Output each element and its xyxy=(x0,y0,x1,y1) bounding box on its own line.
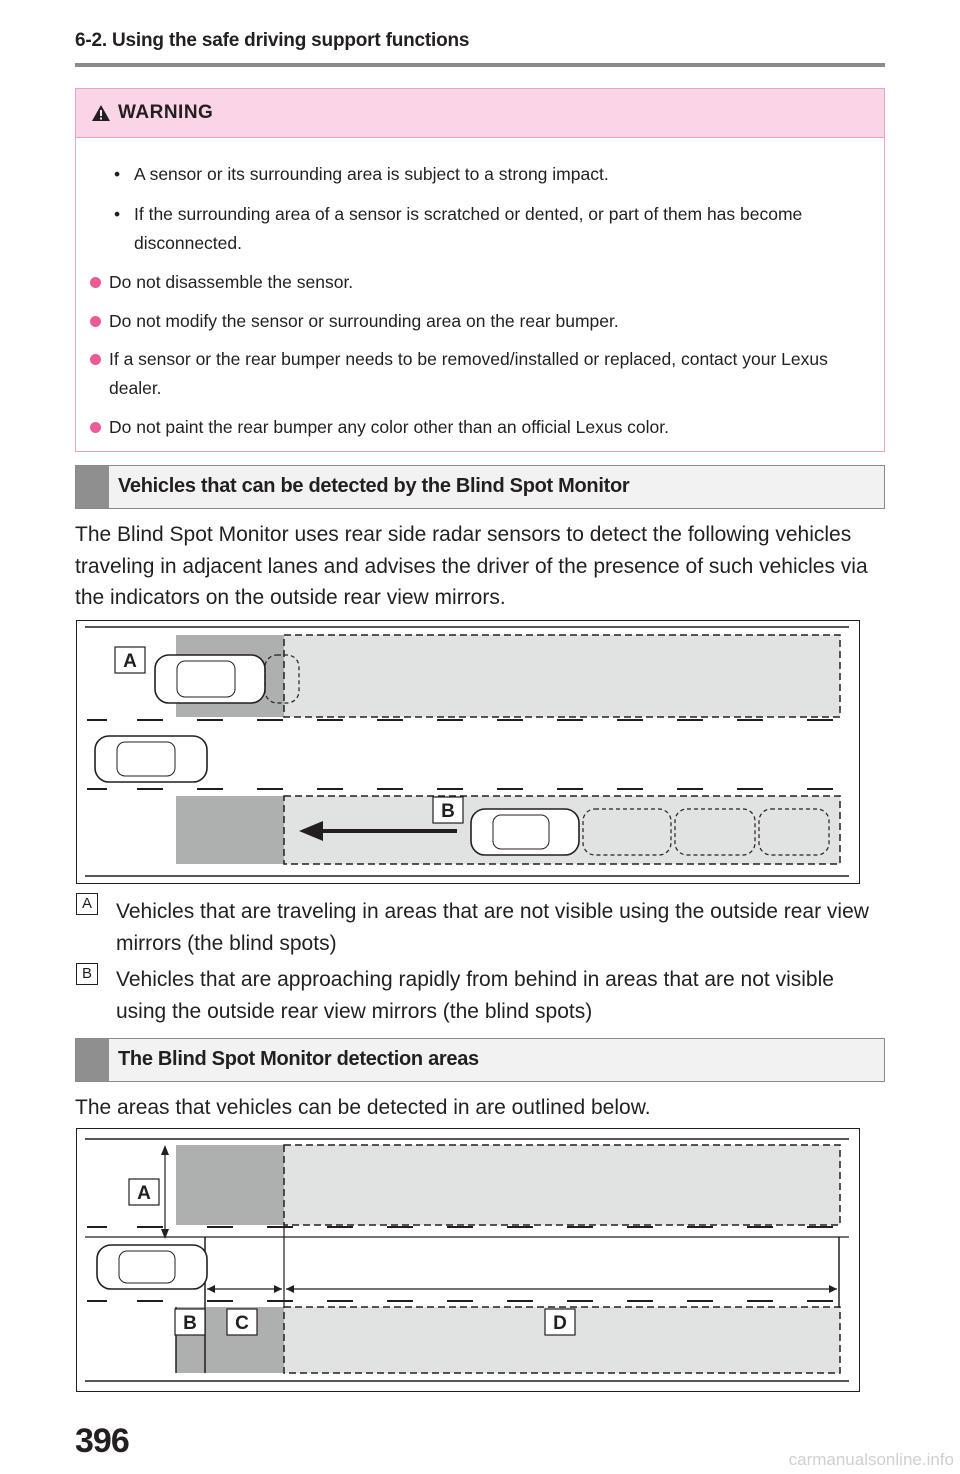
section2-paragraph: The areas that vehicles can be detected in are outlined below. xyxy=(75,1096,651,1119)
diagram-detection-areas xyxy=(77,1129,859,1391)
warning-title: WARNING xyxy=(118,102,214,123)
warning-item: If a sensor or the rear bumper needs to be removed/installed or replaced, contact your Lexus dealer. xyxy=(90,345,860,403)
bullet-icon: • xyxy=(114,164,121,184)
marker-a: A xyxy=(76,893,98,915)
figure-label-c: C xyxy=(235,1313,249,1334)
page-number: 396 xyxy=(75,1422,129,1460)
watermark: carmanualsonline.info xyxy=(788,1450,954,1469)
figure-label-a: A xyxy=(123,651,137,672)
warning-item: Do not disassemble the sensor. xyxy=(90,268,860,297)
pink-bullet-icon xyxy=(90,277,101,288)
figure-detectable-vehicles xyxy=(76,620,860,884)
warning-sub-item: • If the surrounding area of a sensor is scratched or dented, or part of them has become disconnected. xyxy=(114,200,854,258)
own-car-icon xyxy=(95,736,207,782)
own-car-icon xyxy=(97,1245,207,1289)
warning-header xyxy=(76,89,884,138)
warning-sub-item: • A sensor or its surrounding area is subject to a strong impact. xyxy=(114,160,854,189)
section-header: 6-2. Using the safe driving support functions xyxy=(75,30,470,51)
pink-bullet-icon xyxy=(90,316,101,327)
figure-label-d: D xyxy=(553,1313,567,1334)
pink-bullet-icon xyxy=(90,354,101,365)
warning-item: Do not paint the rear bumper any color other than an official Lexus color. xyxy=(90,413,860,442)
header-rule xyxy=(75,63,885,67)
warning-box xyxy=(75,88,885,452)
marker-b: B xyxy=(76,963,98,985)
description-a: Vehicles that are traveling in areas that are not visible using the outside rear view mirrors (the blind spots) xyxy=(116,900,869,955)
warning-item: Do not modify the sensor or surrounding area on the rear bumper. xyxy=(90,307,860,336)
description-b: Vehicles that are approaching rapidly from behind in areas that are not visible using the outside rear view mirrors (the blind spots) xyxy=(116,968,834,1023)
warning-triangle-icon xyxy=(91,104,111,127)
bullet-icon: • xyxy=(114,204,121,224)
figure-detection-areas xyxy=(76,1128,860,1392)
pink-bullet-icon xyxy=(90,422,101,433)
warning-body xyxy=(76,138,884,451)
section1-paragraph: The Blind Spot Monitor uses rear side radar sensors to detect the following vehicles traveling in adjacent lanes and advises the driver of the presence of such vehicles via the indicators on the outside rear view mirrors. xyxy=(75,523,868,609)
figure-label-a: A xyxy=(137,1183,151,1204)
figure-label-b: B xyxy=(441,801,455,822)
section-heading-detection-areas: The Blind Spot Monitor detection areas xyxy=(75,1038,885,1082)
diagram-lanes xyxy=(77,621,859,883)
section-heading-detectable-vehicles: Vehicles that can be detected by the Blind Spot Monitor xyxy=(75,465,885,509)
figure-label-b: B xyxy=(183,1313,197,1334)
